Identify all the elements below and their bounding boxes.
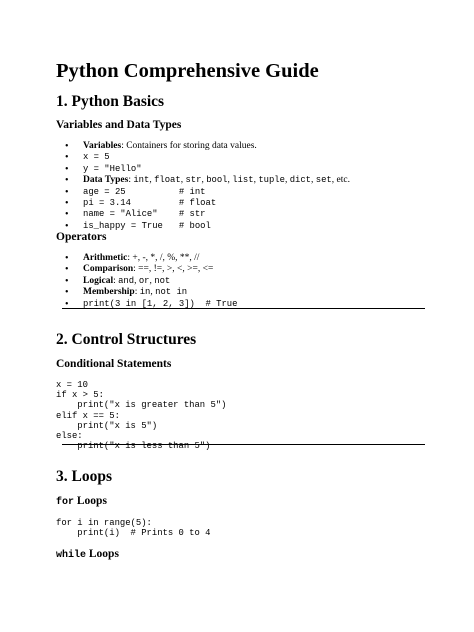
list-item: • print(3 in [1, 2, 3]) # True [56,299,237,310]
list-item: • Membership: in, not in [56,287,237,298]
code-block-for-loop: for i in range(5): print(i) # Prints 0 to 4 [56,518,211,539]
list-item: • x = 5 [56,152,350,163]
list-item: • Logical: and, or, not [56,276,237,287]
subsection-heading-for-loops: for Loops [56,495,107,508]
horizontal-rule [62,308,425,309]
section-heading-loops: 3. Loops [56,468,112,485]
list-item: • Comparison: ==, !=, >, <, >=, <= [56,264,237,275]
list-item: • is_happy = True # bool [56,221,350,232]
section-heading-python-basics: 1. Python Basics [56,93,165,110]
list-item: • Arithmetic: +, -, *, /, %, **, // [56,253,237,264]
list-item: • pi = 3.14 # float [56,198,350,209]
page-title: Python Comprehensive Guide [56,60,319,82]
list-item: • name = "Alice" # str [56,209,350,220]
subsection-heading-variables: Variables and Data Types [56,119,182,131]
operators-list [56,253,237,310]
list-item: • y = "Hello" [56,164,350,175]
subsection-heading-while-loops: while Loops [56,548,119,561]
subsection-heading-operators: Operators [56,231,107,243]
horizontal-rule [62,444,425,445]
list-item: • Variables: Containers for storing data values. [56,141,350,152]
code-block-conditional: x = 10 if x > 5: print("x is greater than 5") elif x == 5: print("x is 5") else: print("x is less than 5") [56,380,227,452]
list-item: • age = 25 # int [56,187,350,198]
subsection-heading-conditional: Conditional Statements [56,358,172,370]
section-heading-control-structures: 2. Control Structures [56,331,197,348]
variables-list [56,141,350,232]
list-item: • Data Types: int, float, str, bool, list, tuple, dict, set, etc. [56,175,350,186]
